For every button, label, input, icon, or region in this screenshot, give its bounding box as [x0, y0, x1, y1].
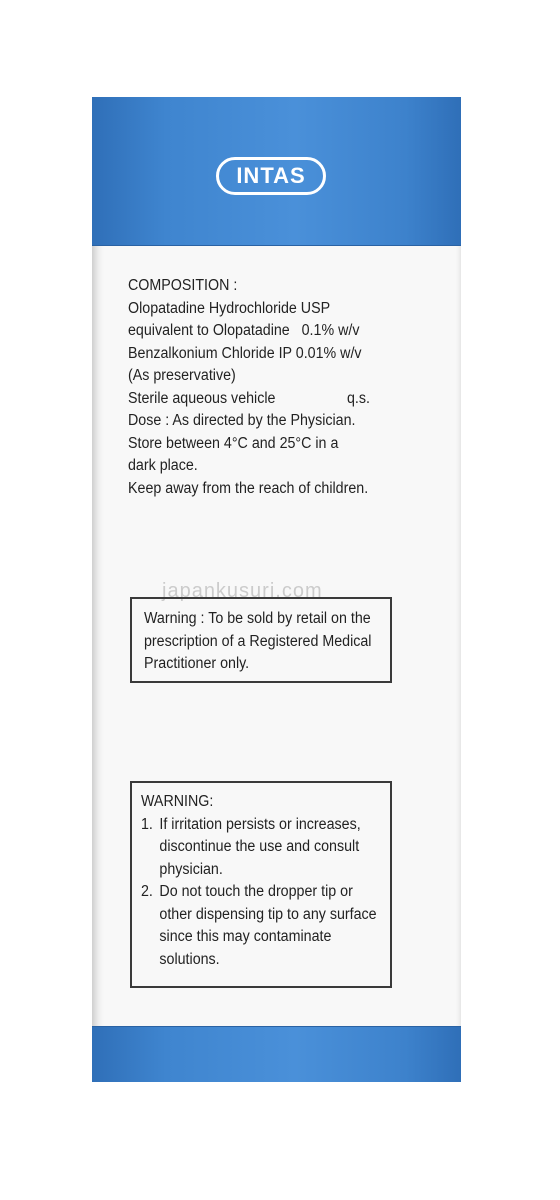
intas-logo: INTAS [216, 157, 326, 195]
warning-item-number: 2. [141, 883, 153, 900]
warning-box [130, 781, 392, 988]
medicine-carton-side [92, 97, 461, 1082]
retail-warning-text [144, 608, 370, 676]
warning-item-line: other dispensing tip to any surface [159, 905, 377, 923]
vehicle-quantity: q.s. [346, 389, 370, 407]
warning-heading: WARNING: [141, 793, 214, 810]
retail-warning-box [130, 597, 392, 683]
warning-item-line: physician. [159, 860, 223, 878]
warning-item-line: If irritation persists or increases, [159, 815, 361, 833]
warning-text [141, 791, 377, 971]
composition-heading: COMPOSITION : [128, 277, 238, 294]
warning-item-line: Do not touch the dropper tip or [159, 883, 353, 900]
warning-item-line: solutions. [159, 950, 220, 968]
warning-item-line: discontinue the use and consult [159, 838, 360, 855]
retail-warning-line: prescription of a Registered Medical [144, 632, 372, 650]
composition-line: equivalent to Olopatadine 0.1% w/v [128, 322, 360, 339]
composition-line: Benzalkonium Chloride IP 0.01% w/v [128, 344, 362, 362]
warning-item [141, 881, 377, 971]
composition-block [128, 275, 368, 500]
storage-line: Store between 4°C and 25°C in a [128, 434, 339, 452]
warning-item [141, 814, 370, 882]
vehicle-row [128, 388, 368, 411]
composition-line: Olopatadine Hydrochloride USP [128, 299, 331, 317]
dose-text: Dose : As directed by the Physician. [128, 412, 356, 429]
warning-item-number: 1. [141, 815, 153, 833]
keep-away-text: Keep away from the reach of children. [128, 479, 369, 497]
storage-line: dark place. [128, 457, 198, 474]
retail-warning-line: Practitioner only. [144, 655, 250, 672]
vehicle-label: Sterile aqueous vehicle [128, 389, 276, 407]
bottom-blue-band [92, 1026, 461, 1082]
watermark-text: japankusuri.com [162, 580, 323, 602]
top-blue-band [92, 97, 461, 246]
composition-line: (As preservative) [128, 367, 236, 384]
warning-item-line: since this may contaminate [159, 928, 332, 945]
retail-warning-line: Warning : To be sold by retail on the [144, 610, 371, 627]
